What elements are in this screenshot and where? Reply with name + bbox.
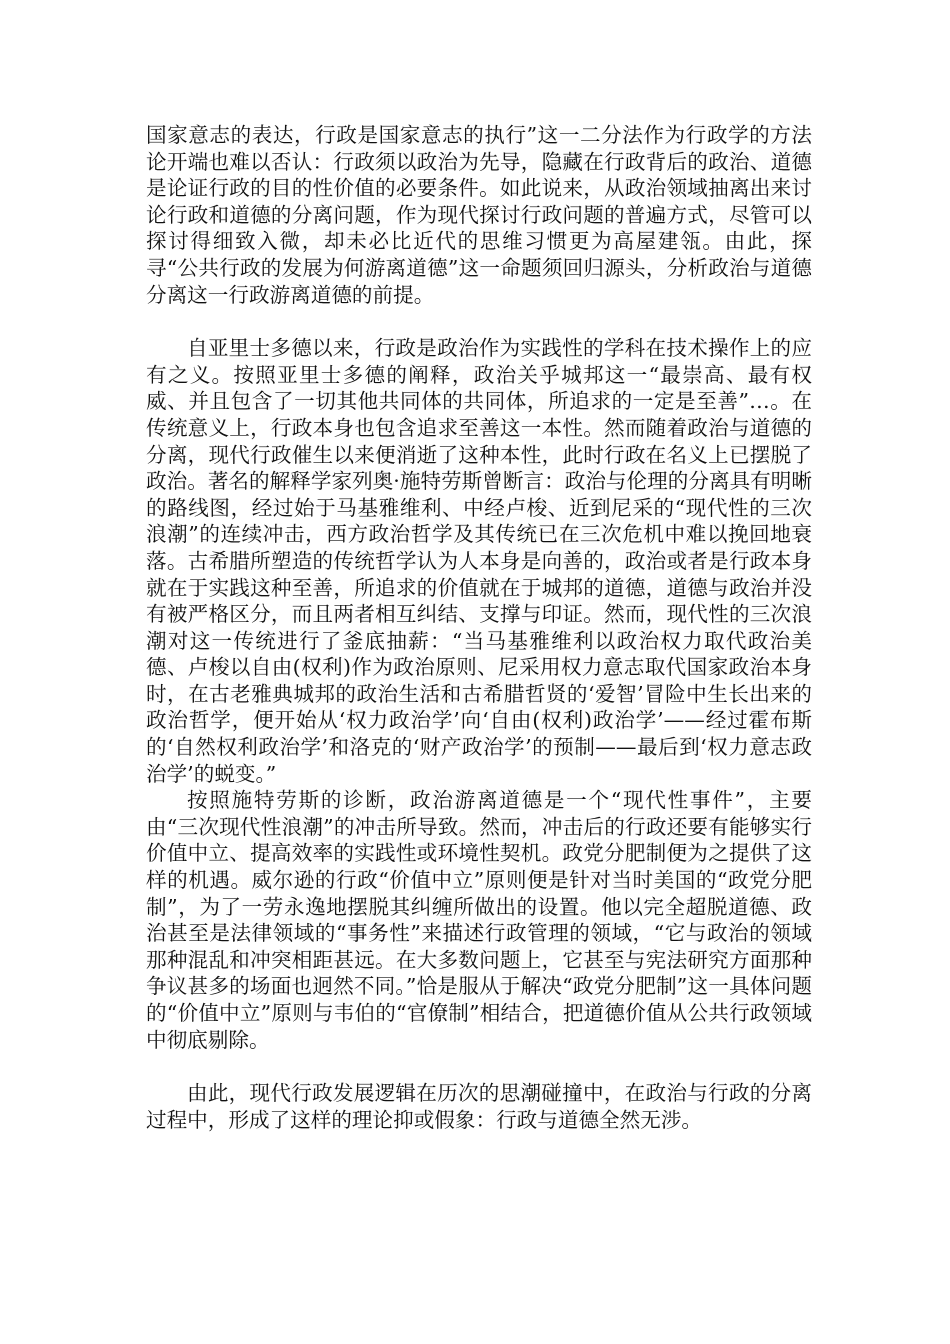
paragraph-1: 国家意志的表达，行政是国家意志的执行”这一二分法作为行政学的方法论开端也难以否认：行政须以政治为先导，隐藏在行政背后的政治、道德是论证行政的目的性价值的必要条件。如此说来，从政治领域抽离出来讨论行政和道德的分离问题，作为现代探讨行政问题的普遍方式，尽管可以探讨得细致入微，却未必比近代的思维习惯更为高屋建瓴。由此，探寻“公共行政的发展为何游离道德”这一命题须回归源头，分析政治与道德分离这一行政游离道德的前提。 <box>146 123 812 307</box>
paragraph-2: 自亚里士多德以来，行政是政治作为实践性的学科在技术操作上的应有之义。按照亚里士多德的阐释，政治关乎城邦这一“最崇高、最有权威、并且包含了一切其他共同体的共同体，所追求的一定是至善”…。在传统意义上，行政本身也包含追求至善这一本性。然而随着政治与道德的分离，现代行政催生以来便消逝了这种本性，此时行政在名义上已摆脱了政治。著名的解释学家列奥·施特劳斯曾断言：政治与伦理的分离具有明晰的路线图，经过始于马基雅维利、中经卢梭、近到尼采的“现代性的三次浪潮”的连续冲击，西方政治哲学及其传统已在三次危机中难以挽回地衰落。古希腊所塑造的传统哲学认为人本身是向善的，政治或者是行政本身就在于实践这种至善，所追求的价值就在于城邦的道德，道德与政治并没有被严格区分，而且两者相互纠结、支撑与印证。然而，现代性的三次浪潮对这一传统进行了釜底抽薪：“当马基雅维利以政治权力取代政治美德、卢梭以自由(权利)作为政治原则、尼采用权力意志取代国家政治本身时，在古老雅典城邦的政治生活和古希腊哲贤的‘爱智’冒险中生长出来的政治哲学，便开始从‘权力政治学’向‘自由(权利)政治学’——经过霍布斯的‘自然权利政治学’和洛克的‘财产政治学’的预制——最后到‘权力意志政治学’的蜕变。” <box>146 336 812 786</box>
paragraph-3: 按照施特劳斯的诊断，政治游离道德是一个“现代性事件”，主要由“三次现代性浪潮”的冲击所导致。然而，冲击后的行政还要有能够实行价值中立、提高效率的实践性或环境性契机。政党分肥制便为之提供了这样的机遇。威尔逊的行政“价值中立”原则便是针对当时美国的“政党分肥制”，为了一劳永逸地摆脱其纠缠所做出的设置。他以完全超脱道德、政治甚至是法律领域的“事务性”来描述行政管理的领域，“它与政治的领域那种混乱和冲突相距甚远。在大多数问题上，它甚至与宪法研究方面那种争议甚多的场面也迥然不同。”恰是服从于解决“政党分肥制”这一具体问题的“价值中立”原则与韦伯的“官僚制”相结合，把道德价值从公共行政领域中彻底剔除。 <box>146 788 812 1052</box>
paragraph-4: 由此，现代行政发展逻辑在历次的思潮碰撞中，在政治与行政的分离过程中，形成了这样的理论抑或假象：行政与道德全然无涉。 <box>146 1081 812 1132</box>
document-page <box>146 122 812 1133</box>
